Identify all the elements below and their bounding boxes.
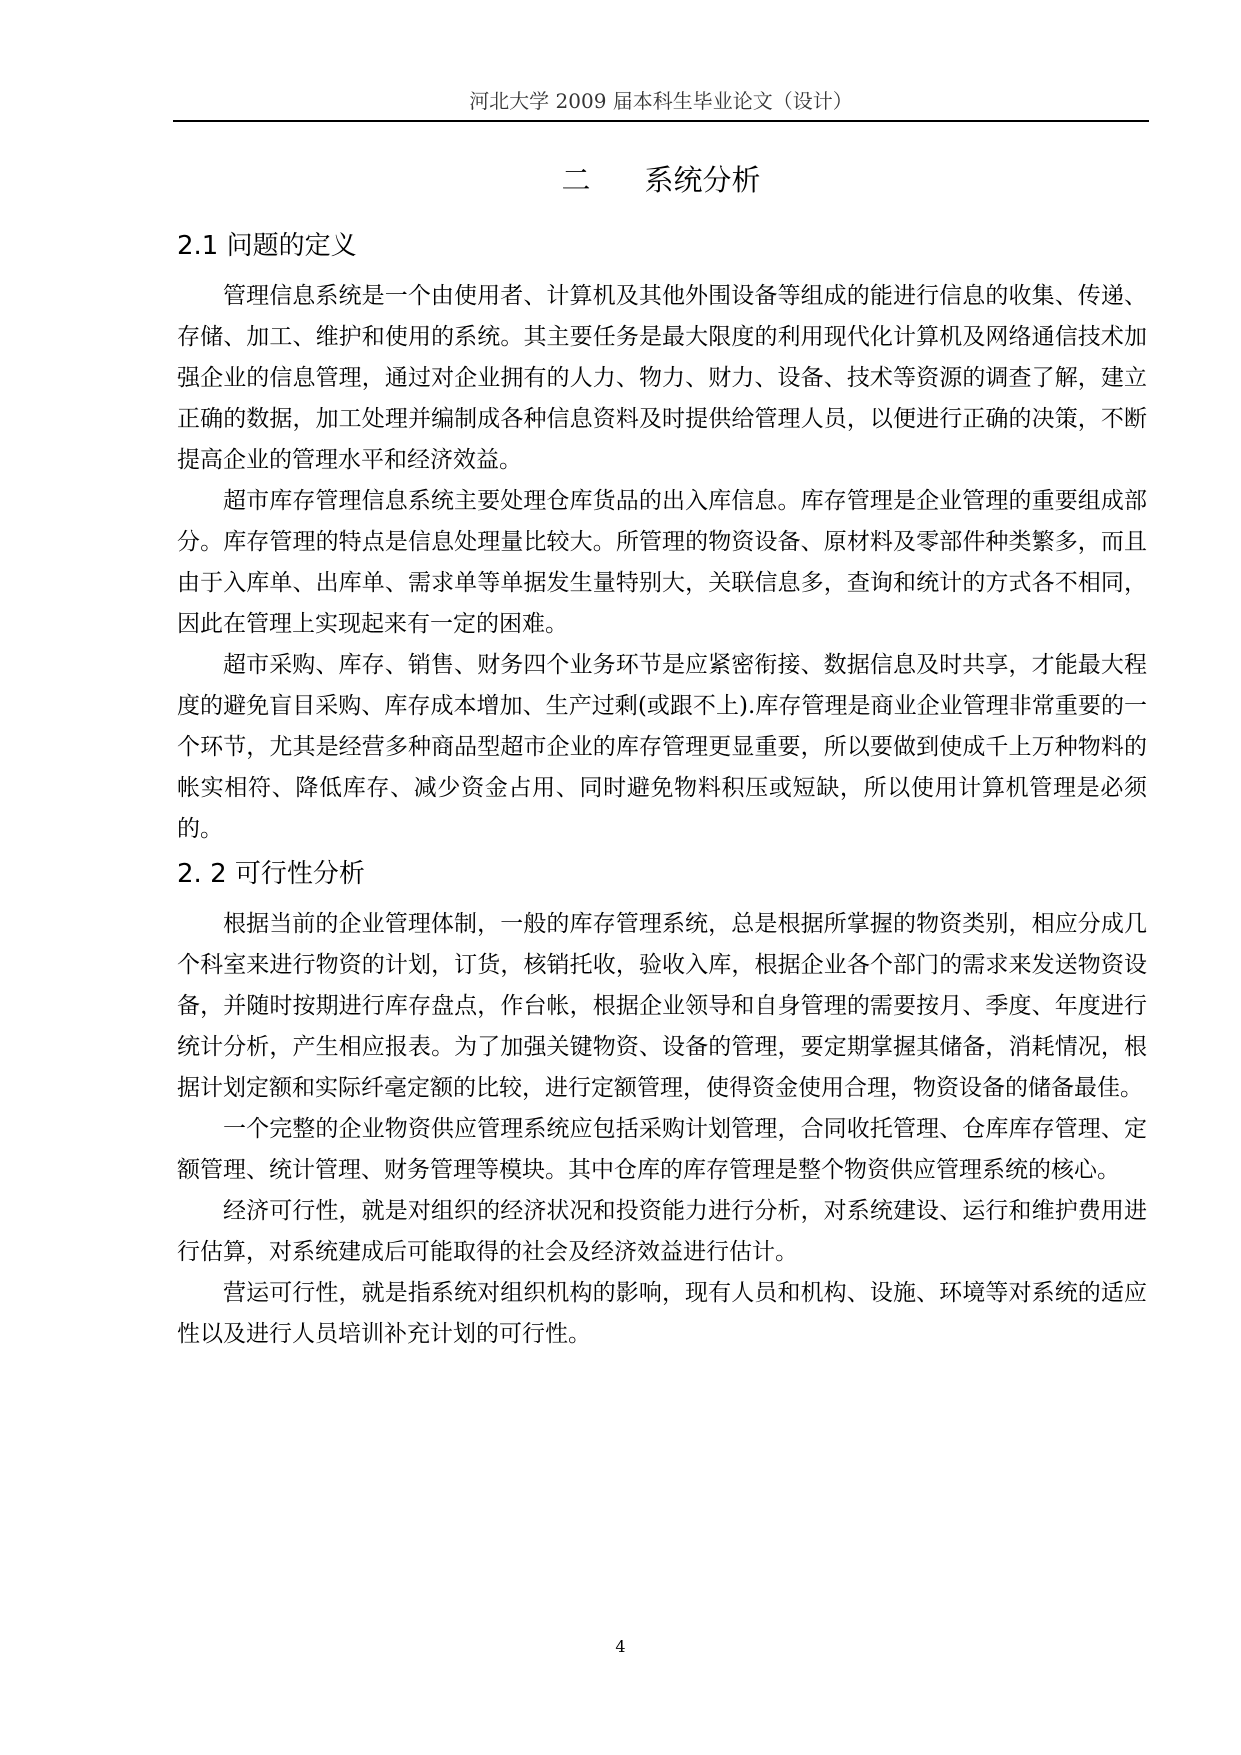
chapter-title-text: 系统分析 (644, 163, 761, 197)
paragraph: 经济可行性，就是对组织的经济状况和投资能力进行分析，对系统建设、运行和维护费用进行估算，对系统建成后可能取得的社会及经济效益进行估计。 (177, 1198, 1147, 1265)
section-heading-2-2: 2. 2 可行性分析 (177, 859, 365, 889)
paragraph: 超市库存管理信息系统主要处理仓库货品的出入库信息。库存管理是企业管理的重要组成部分。库存管理的特点是信息处理量比较大。所管理的物资设备、原材料及零部件种类繁多，而且由于入库单、出库单、需求单等单据发生量特别大，关联信息多，查询和统计的方式各不相同，因此在管理上实现起来有一定的困难。 (177, 488, 1147, 637)
page-number: 4 (615, 1637, 626, 1656)
section-heading-2-1: 2.1 问题的定义 (177, 231, 357, 261)
paragraph: 一个完整的企业物资供应管理系统应包括采购计划管理，合同收托管理、仓库库存管理、定额管理、统计管理、财务管理等模块。其中仓库的库存管理是整个物资供应管理系统的核心。 (177, 1116, 1147, 1183)
chapter-number: 二 (561, 163, 591, 197)
chapter-title (173, 160, 1149, 200)
paragraph: 根据当前的企业管理体制，一般的库存管理系统，总是根据所掌握的物资类别，相应分成几个科室来进行物资的计划，订货，核销托收，验收入库，根据企业各个部门的需求来发送物资设备，并随时按期进行库存盘点，作台帐，根据企业领导和自身管理的需要按月、季度、年度进行统计分析，产生相应报表。为了加强关键物资、设备的管理，要定期掌握其储备，消耗情况，根据计划定额和实际纤毫定额的比较，进行定额管理，使得资金使用合理，物资设备的储备最佳。 (177, 911, 1147, 1101)
document-body (177, 226, 1147, 1355)
paragraph: 管理信息系统是一个由使用者、计算机及其他外围设备等组成的能进行信息的收集、传递、存储、加工、维护和使用的系统。其主要任务是最大限度的利用现代化计算机及网络通信技术加强企业的信息管理，通过对企业拥有的人力、物力、财力、设备、技术等资源的调查了解，建立正确的数据，加工处理并编制成各种信息资料及时提供给管理人员，以便进行正确的决策，不断提高企业的管理水平和经济效益。 (177, 283, 1147, 473)
paragraph: 超市采购、库存、销售、财务四个业务环节是应紧密衔接、数据信息及时共享，才能最大程度的避免盲目采购、库存成本增加、生产过剩(或跟不上).库存管理是商业企业管理非常重要的一个环节，尤其是经营多种商品型超市企业的库存管理更显重要，所以要做到使成千上万种物料的帐实相符、降低库存、减少资金占用、同时避免物料积压或短缺，所以使用计算机管理是必须的。 (177, 652, 1147, 842)
paragraph: 营运可行性，就是指系统对组织机构的影响，现有人员和机构、设施、环境等对系统的适应性以及进行人员培训补充计划的可行性。 (177, 1280, 1147, 1347)
running-header: 河北大学 2009 届本科生毕业论文（设计） (173, 83, 1149, 122)
